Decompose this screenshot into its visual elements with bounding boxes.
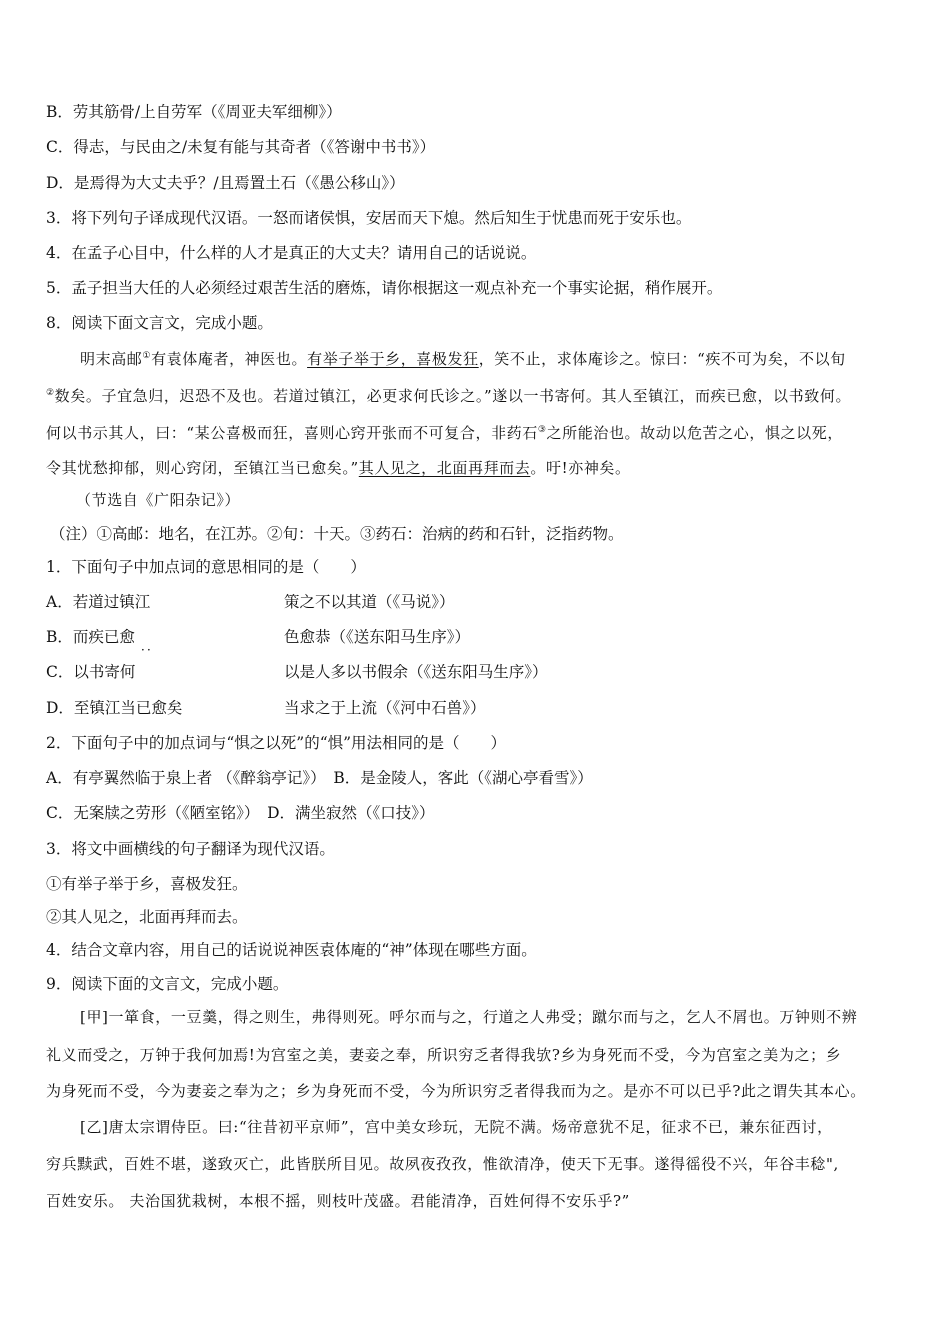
option-c-line: C．得志，与民由之/未复有能与其奇者（《答谢中书书》） — [46, 138, 436, 156]
passage-9-yi-line-2: 穷兵黩武，百姓不堪，遂致灭亡，此皆朕所目见。故夙夜孜孜，惟欲清净，使天下无事。遂得徭役不兴，年谷丰稔", — [46, 1155, 839, 1173]
question-4-line: 4．在孟子心目中，什么样的人才是真正的大丈夫？请用自己的话说说。 — [46, 244, 537, 262]
passage-9-jia-line-2: 礼义而受之，万钟于我何加焉!为宫室之美，妻妾之奉，所识穷乏者得我欤?乡为身死而不受，今为宫室之美为之；乡 — [46, 1046, 842, 1064]
passage-8-source: （节选自《广阳杂记》） — [76, 491, 241, 509]
option-d-line: D．是焉得为大丈夫乎？/且焉置土石（《愚公移山》） — [46, 174, 405, 192]
q8-2-options-cd: C．无案牍之劳形（《陋室铭》） D．满坐寂然（《口技》） — [46, 804, 435, 822]
question-5-line: 5．孟子担当大任的人必须经过艰苦生活的磨炼，请你根据这一观点补充一个事实论据，稍作展开。 — [46, 279, 723, 297]
q8-1-option-b: B．而疾已愈 — [46, 628, 135, 646]
q8-2-stem: 2．下面句子中的加点词与“惧之以死”的“惧”用法相同的是（ ） — [46, 734, 507, 752]
q8-1-option-a-compare: 策之不以其道（《马说》） — [284, 593, 455, 611]
q8-3-item-2: ②其人见之，北面再拜而去。 — [46, 908, 248, 926]
question-3-line: 3．将下列句子译成现代汉语。一怒而诸侯惧，安居而天下熄。然后知生于忧患而死于安乐也。 — [46, 209, 692, 227]
q8-1-stem: 1．下面句子中加点词的意思相同的是（ ） — [46, 558, 366, 576]
q8-3-stem: 3．将文中画横线的句子翻译为现代汉语。 — [46, 840, 335, 858]
q8-1-option-a: A．若道过镇江 — [46, 593, 151, 611]
option-b-line: B．劳其筋骨/上自劳军（《周亚夫军细柳》） — [46, 103, 342, 121]
passage-8-line-1: 明末高邮①有袁体庵者，神医也。有举子举于乡，喜极发狂，笑不止，求体庵诊之。惊曰：“疾不可为矣，不以旬 — [80, 350, 846, 368]
underlined-sentence-1: 有举子举于乡，喜极发狂 — [307, 350, 479, 368]
passage-9-yi-line-3: 百姓安乐。 夫治国犹栽树，本根不摇，则枝叶茂盛。君能清净，百姓何得不安乐乎?” — [46, 1192, 630, 1210]
question-8-heading: 8．阅读下面文言文，完成小题。 — [46, 314, 273, 332]
passage-9-jia-line-1: [甲]一箪食，一豆羹，得之则生，弗得则死。呼尔而与之，行道之人弗受；蹴尔而与之，乞人不屑也。万钟则不辨 — [80, 1008, 858, 1026]
passage-9-jia-line-3: 为身死而不受，今为妻妾之奉为之；乡为身死而不受，今为所识穷乏者得我而为之。是亦不可以已乎?此之谓失其本心。 — [46, 1082, 866, 1100]
passage-8-line-2: ②数矣。子宜急归，迟恐不及也。若道过镇江，必更求何氏诊之。”遂以一书寄何。其人至镇江，而疾已愈，以书致何。 — [46, 387, 852, 405]
q8-1-option-d-compare: 当求之于上流（《河中石兽》） — [284, 699, 486, 717]
q8-1-option-c-compare: 以是人多以书假余（《送东阳马生序》） — [284, 663, 548, 681]
passage-8-notes: （注）①高邮：地名，在江苏。②旬：十天。③药石：治病的药和石针，泛指药物。 — [50, 525, 624, 543]
question-9-heading: 9．阅读下面的文言文，完成小题。 — [46, 975, 289, 993]
passage-8-line-4: 令其忧愁抑郁，则心窍闭，至镇江当已愈矣。”其人见之，北面再拜而去。吁!亦神矣。 — [46, 459, 631, 477]
q8-2-options-ab: A．有亭翼然临于泉上者 （《醉翁亭记》） B．是金陵人，客此（《湖心亭看雪》） — [46, 769, 593, 787]
passage-9-yi-line-1: [乙]唐太宗谓侍臣。曰:“往昔初平京师”，宫中美女珍玩，无院不满。炀帝意犹不足，征求不已，兼东征西讨， — [80, 1118, 833, 1136]
q8-1-option-c: C．以书寄何 — [46, 663, 136, 681]
emphasis-dot-mark: ．． — [141, 639, 160, 653]
q8-1-option-b-compare: 色愈恭（《送东阳马生序》） — [284, 628, 471, 646]
passage-8-line-3: 何以书示其人，曰：“某公喜极而狂，喜则心窍开张而不可复合，非药石③之所能治也。故动以危苦之心，惧之以死， — [46, 424, 843, 442]
q8-1-option-d: D．至镇江当已愈矣 — [46, 699, 183, 717]
q8-4-stem: 4．结合文章内容，用自己的话说说神医袁体庵的“神”体现在哪些方面。 — [46, 941, 537, 959]
underlined-sentence-2: 其人见之，北面再拜而去 — [358, 459, 531, 477]
q8-3-item-1: ①有举子举于乡，喜极发狂。 — [46, 875, 248, 893]
